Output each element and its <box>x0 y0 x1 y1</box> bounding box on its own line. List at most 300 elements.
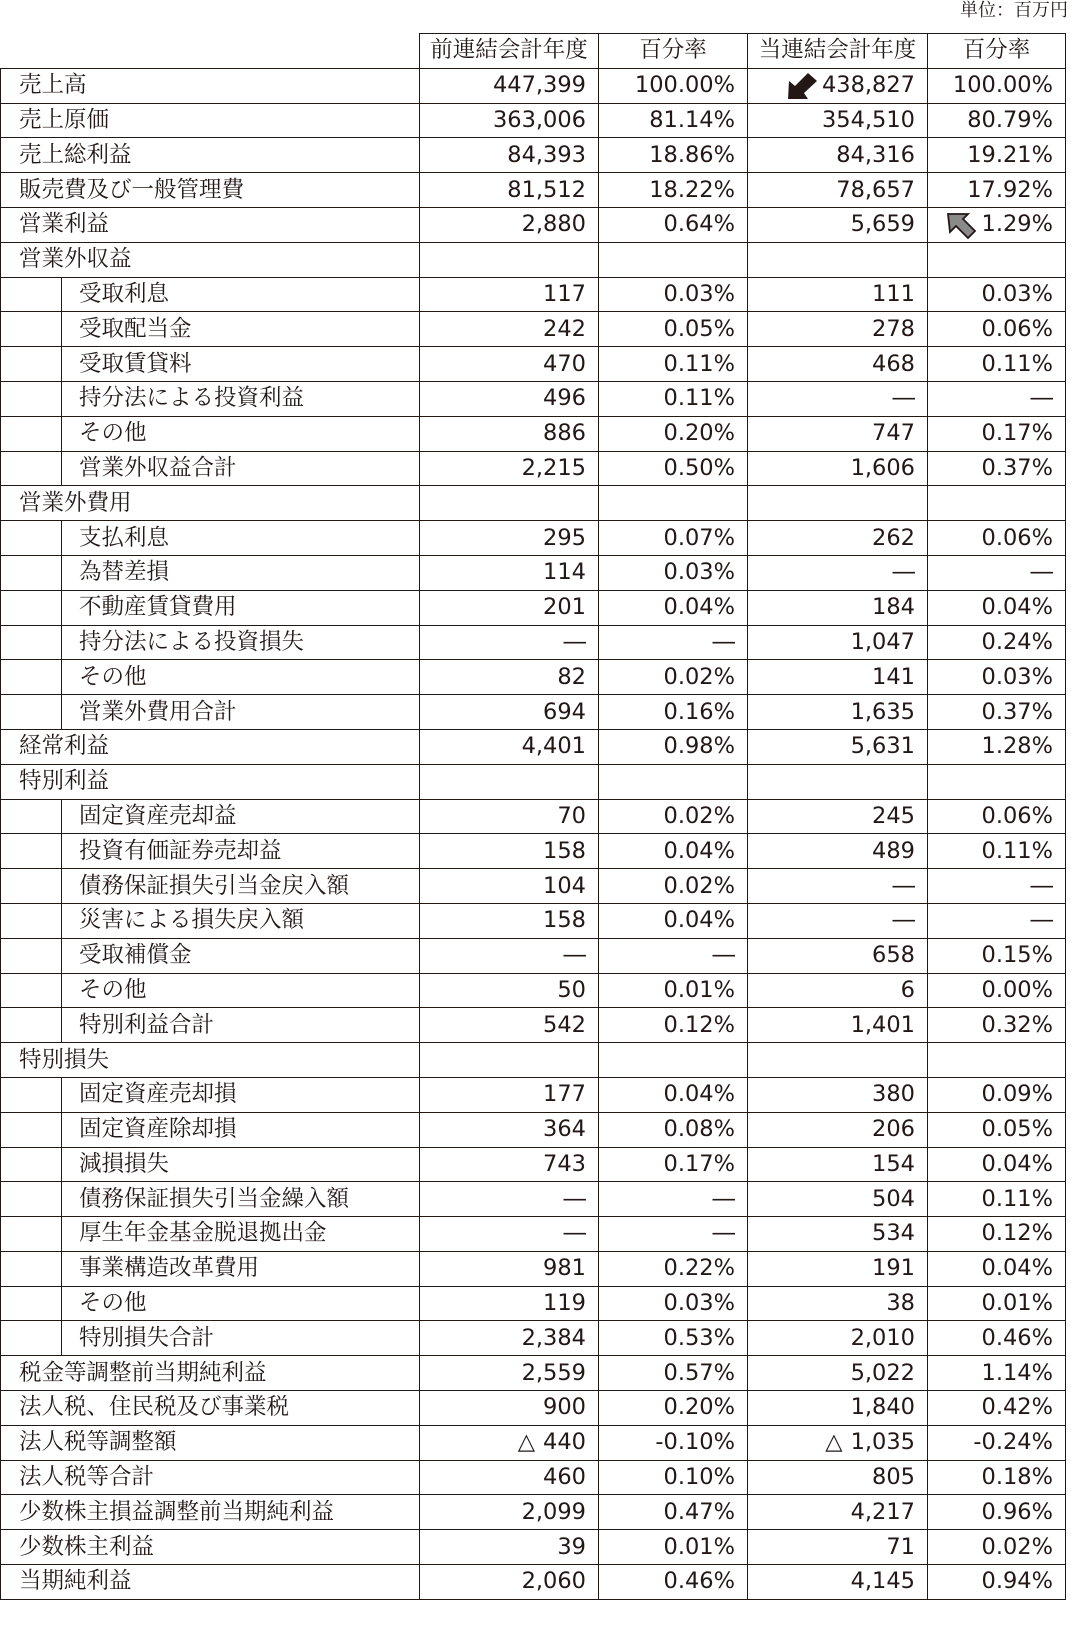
prev-ratio-cell <box>599 277 748 312</box>
table-row <box>1 903 1066 938</box>
table-row <box>1 1321 1066 1356</box>
prev-value: ― <box>563 628 586 655</box>
table-row <box>1 138 1066 173</box>
curr-ratio: 0.06% <box>981 524 1053 551</box>
prev-ratio: -0.10% <box>655 1429 735 1456</box>
table-row <box>1 1182 1066 1217</box>
curr-ratio-cell <box>928 660 1066 695</box>
prev-value: 50 <box>557 976 586 1003</box>
curr-ratio-cell <box>928 834 1066 869</box>
curr-value-cell <box>748 68 928 103</box>
table-row <box>1 869 1066 904</box>
table-row <box>1 1251 1066 1286</box>
curr-value: 1,047 <box>850 628 915 655</box>
prev-value: 2,880 <box>521 211 586 238</box>
prev-ratio: ― <box>712 1185 735 1212</box>
prev-value-cell <box>420 1077 599 1112</box>
curr-ratio-cell <box>928 242 1066 277</box>
curr-value: 245 <box>872 802 915 829</box>
table-row <box>1 1043 1066 1078</box>
prev-value: 81,512 <box>507 176 586 203</box>
curr-value: 1,840 <box>850 1394 915 1421</box>
curr-ratio: 0.42% <box>981 1394 1053 1421</box>
curr-ratio-cell <box>928 1391 1066 1426</box>
income-statement-table <box>0 33 1066 1600</box>
curr-ratio: 1.28% <box>981 733 1053 760</box>
table-row <box>1 207 1066 242</box>
prev-value-cell <box>420 590 599 625</box>
prev-value: 496 <box>543 385 586 412</box>
prev-ratio-cell <box>599 869 748 904</box>
table-row <box>1 1077 1066 1112</box>
curr-value: 154 <box>872 1150 915 1177</box>
row-label: 固定資産売却益 <box>1 799 420 834</box>
curr-ratio-cell <box>928 1251 1066 1286</box>
row-label: 不動産賃貸費用 <box>1 590 420 625</box>
curr-value-cell <box>748 660 928 695</box>
curr-ratio: 100.00% <box>952 72 1053 99</box>
curr-value-cell <box>748 590 928 625</box>
curr-value-cell <box>748 312 928 347</box>
curr-ratio: 0.46% <box>981 1324 1053 1351</box>
curr-value: 278 <box>872 315 915 342</box>
header-curr-ratio: 百分率 <box>928 34 1066 69</box>
prev-ratio: 0.17% <box>663 1150 735 1177</box>
curr-value-cell <box>748 1217 928 1252</box>
prev-ratio-cell <box>599 1182 748 1217</box>
prev-ratio-cell <box>599 1495 748 1530</box>
prev-ratio-cell <box>599 1112 748 1147</box>
prev-ratio: 100.00% <box>634 72 735 99</box>
row-label: 事業構造改革費用 <box>1 1251 420 1286</box>
curr-ratio: 0.03% <box>981 663 1053 690</box>
curr-ratio: 0.01% <box>981 1290 1053 1317</box>
curr-ratio-cell <box>928 1043 1066 1078</box>
table-row <box>1 1217 1066 1252</box>
curr-ratio-cell <box>928 590 1066 625</box>
curr-value-cell <box>748 1043 928 1078</box>
curr-value: 489 <box>872 837 915 864</box>
curr-value-cell <box>748 103 928 138</box>
curr-value: 1,035 <box>850 1429 915 1456</box>
prev-ratio: 0.03% <box>663 1290 735 1317</box>
prev-ratio: 0.16% <box>663 698 735 725</box>
row-label: 持分法による投資利益 <box>1 381 420 416</box>
curr-ratio-cell <box>928 347 1066 382</box>
prev-ratio-cell <box>599 590 748 625</box>
table-row <box>1 764 1066 799</box>
curr-ratio-cell <box>928 869 1066 904</box>
curr-ratio: 0.04% <box>981 1150 1053 1177</box>
row-label: 当期純利益 <box>1 1565 420 1600</box>
row-label: その他 <box>1 973 420 1008</box>
prev-ratio-cell <box>599 138 748 173</box>
prev-value-cell <box>420 625 599 660</box>
prev-ratio-cell <box>599 381 748 416</box>
curr-ratio: 0.11% <box>981 837 1053 864</box>
curr-value: 1,606 <box>850 454 915 481</box>
table-row <box>1 416 1066 451</box>
curr-ratio: 0.02% <box>981 1533 1053 1560</box>
prev-ratio: 0.07% <box>663 524 735 551</box>
curr-ratio-cell <box>928 103 1066 138</box>
prev-ratio-cell <box>599 1251 748 1286</box>
curr-value: 354,510 <box>821 106 915 133</box>
curr-ratio: 0.06% <box>981 802 1053 829</box>
row-label: 特別利益 <box>1 764 420 799</box>
table-row <box>1 1425 1066 1460</box>
prev-ratio-cell <box>599 416 748 451</box>
prev-ratio-cell <box>599 1565 748 1600</box>
curr-value-cell <box>748 138 928 173</box>
curr-value-cell <box>748 903 928 938</box>
curr-ratio-cell <box>928 521 1066 556</box>
prev-ratio-cell <box>599 973 748 1008</box>
curr-ratio-cell <box>928 555 1066 590</box>
curr-ratio-cell <box>928 1217 1066 1252</box>
prev-ratio: ― <box>712 1220 735 1247</box>
prev-value: 177 <box>543 1081 586 1108</box>
curr-ratio-cell <box>928 1112 1066 1147</box>
prev-value: 694 <box>543 698 586 725</box>
prev-value: 447,399 <box>492 72 586 99</box>
prev-value-cell <box>420 695 599 730</box>
curr-value-cell <box>748 1495 928 1530</box>
curr-value-cell <box>748 1008 928 1043</box>
prev-value: 295 <box>543 524 586 551</box>
curr-value-cell <box>748 347 928 382</box>
row-label: 受取利息 <box>1 277 420 312</box>
curr-value-cell <box>748 1286 928 1321</box>
curr-ratio: 0.06% <box>981 315 1053 342</box>
curr-value-cell <box>748 416 928 451</box>
curr-value-cell <box>748 173 928 208</box>
curr-value: 191 <box>872 1255 915 1282</box>
curr-value: 5,022 <box>850 1359 915 1386</box>
prev-ratio: 81.14% <box>649 106 735 133</box>
curr-ratio-cell <box>928 173 1066 208</box>
curr-value: 4,145 <box>850 1568 915 1595</box>
prev-ratio: 0.02% <box>663 872 735 899</box>
row-label: 税金等調整前当期純利益 <box>1 1356 420 1391</box>
curr-ratio-cell <box>928 1495 1066 1530</box>
curr-value-cell <box>748 625 928 660</box>
prev-ratio: 0.46% <box>663 1568 735 1595</box>
header-prev-ratio: 百分率 <box>599 34 748 69</box>
curr-value-cell <box>748 1425 928 1460</box>
prev-value-cell <box>420 381 599 416</box>
prev-value-cell <box>420 103 599 138</box>
row-label: 営業外費用合計 <box>1 695 420 730</box>
prev-value-cell <box>420 555 599 590</box>
curr-value: 5,631 <box>850 733 915 760</box>
prev-value: 117 <box>543 280 586 307</box>
curr-value-cell <box>748 521 928 556</box>
curr-value-cell <box>748 555 928 590</box>
curr-ratio: 0.12% <box>981 1220 1053 1247</box>
curr-ratio: 0.05% <box>981 1116 1053 1143</box>
prev-value-cell <box>420 312 599 347</box>
prev-ratio: 0.47% <box>663 1498 735 1525</box>
prev-ratio-cell <box>599 486 748 521</box>
prev-value: 363,006 <box>492 106 586 133</box>
curr-value: 206 <box>872 1116 915 1143</box>
curr-ratio: 0.17% <box>981 420 1053 447</box>
table-row <box>1 1530 1066 1565</box>
prev-ratio: 0.64% <box>663 211 735 238</box>
curr-value-cell <box>748 451 928 486</box>
curr-ratio-cell <box>928 938 1066 973</box>
prev-ratio: 0.03% <box>663 280 735 307</box>
negative-triangle-mark: △ <box>825 1429 843 1456</box>
row-label: 特別損失 <box>1 1043 420 1078</box>
curr-ratio-cell <box>928 1147 1066 1182</box>
prev-ratio-cell <box>599 1321 748 1356</box>
row-label: 営業外収益合計 <box>1 451 420 486</box>
prev-ratio-cell <box>599 660 748 695</box>
table-row <box>1 68 1066 103</box>
row-label: 債務保証損失引当金戻入額 <box>1 869 420 904</box>
prev-ratio: 0.01% <box>663 976 735 1003</box>
prev-ratio-cell <box>599 729 748 764</box>
curr-value-cell <box>748 764 928 799</box>
prev-ratio-cell <box>599 347 748 382</box>
prev-value: 158 <box>543 907 586 934</box>
curr-ratio: 0.32% <box>981 1011 1053 1038</box>
prev-ratio-cell <box>599 938 748 973</box>
prev-value-cell <box>420 1043 599 1078</box>
negative-triangle-mark: △ <box>517 1429 536 1456</box>
curr-value: 141 <box>872 663 915 690</box>
prev-ratio: 0.04% <box>663 907 735 934</box>
row-label: 法人税等合計 <box>1 1460 420 1495</box>
prev-value-cell <box>420 1495 599 1530</box>
prev-ratio: 0.53% <box>663 1324 735 1351</box>
prev-ratio: 0.20% <box>663 1394 735 1421</box>
curr-value: 1,401 <box>850 1011 915 1038</box>
prev-ratio-cell <box>599 1217 748 1252</box>
curr-ratio: ― <box>1030 907 1053 934</box>
curr-value: 184 <box>872 594 915 621</box>
curr-value: ― <box>892 559 915 586</box>
table-row <box>1 1495 1066 1530</box>
prev-value-cell <box>420 938 599 973</box>
curr-value: 658 <box>872 942 915 969</box>
curr-value: ― <box>892 872 915 899</box>
prev-value-cell <box>420 173 599 208</box>
prev-value-cell <box>420 1217 599 1252</box>
prev-ratio: 0.04% <box>663 1081 735 1108</box>
row-label: 売上原価 <box>1 103 420 138</box>
row-label: 営業利益 <box>1 207 420 242</box>
arrow-down-left-icon <box>786 72 820 100</box>
curr-ratio: 1.14% <box>981 1359 1053 1386</box>
curr-ratio-cell <box>928 903 1066 938</box>
curr-value-cell <box>748 381 928 416</box>
prev-value-cell <box>420 347 599 382</box>
prev-ratio-cell <box>599 1008 748 1043</box>
prev-ratio-cell <box>599 1286 748 1321</box>
curr-value-cell <box>748 938 928 973</box>
prev-value-cell <box>420 277 599 312</box>
row-label: 受取賃貸料 <box>1 347 420 382</box>
prev-ratio-cell <box>599 764 748 799</box>
row-label: 減損損失 <box>1 1147 420 1182</box>
row-label: 少数株主損益調整前当期純利益 <box>1 1495 420 1530</box>
curr-ratio-cell <box>928 973 1066 1008</box>
row-label: 支払利息 <box>1 521 420 556</box>
curr-ratio: 0.03% <box>981 280 1053 307</box>
prev-value: 84,393 <box>507 141 586 168</box>
prev-ratio-cell <box>599 555 748 590</box>
curr-value: 2,010 <box>850 1324 915 1351</box>
curr-ratio-cell <box>928 1182 1066 1217</box>
curr-value-cell <box>748 486 928 521</box>
curr-ratio: 0.00% <box>981 976 1053 1003</box>
header-row <box>1 34 1066 69</box>
prev-ratio: 0.98% <box>663 733 735 760</box>
prev-value-cell <box>420 1356 599 1391</box>
curr-ratio: 0.18% <box>981 1464 1053 1491</box>
curr-ratio: 0.94% <box>981 1568 1053 1595</box>
prev-value-cell <box>420 729 599 764</box>
curr-value-cell <box>748 1251 928 1286</box>
curr-value-cell <box>748 729 928 764</box>
table-row <box>1 1008 1066 1043</box>
prev-ratio-cell <box>599 173 748 208</box>
prev-ratio-cell <box>599 1147 748 1182</box>
curr-value: 747 <box>872 420 915 447</box>
table-row <box>1 973 1066 1008</box>
prev-value: ― <box>563 942 586 969</box>
curr-ratio-cell <box>928 1356 1066 1391</box>
curr-value-cell <box>748 1182 928 1217</box>
row-label: その他 <box>1 1286 420 1321</box>
table-row <box>1 451 1066 486</box>
curr-value: 262 <box>872 524 915 551</box>
curr-value: ― <box>892 907 915 934</box>
curr-ratio-cell <box>928 729 1066 764</box>
arrow-up-left-icon <box>944 211 978 239</box>
table-row <box>1 799 1066 834</box>
prev-value-cell <box>420 660 599 695</box>
table-row <box>1 277 1066 312</box>
prev-value: 39 <box>557 1533 586 1560</box>
curr-value: ― <box>892 385 915 412</box>
row-label: 固定資産除却損 <box>1 1112 420 1147</box>
prev-ratio-cell <box>599 1530 748 1565</box>
curr-value-cell <box>748 1321 928 1356</box>
row-label: 法人税、住民税及び事業税 <box>1 1391 420 1426</box>
prev-value: 2,384 <box>521 1324 586 1351</box>
curr-ratio: -0.24% <box>973 1429 1053 1456</box>
curr-ratio-cell <box>928 277 1066 312</box>
row-label: 売上総利益 <box>1 138 420 173</box>
curr-ratio: 0.09% <box>981 1081 1053 1108</box>
prev-value-cell <box>420 1460 599 1495</box>
prev-value-cell <box>420 869 599 904</box>
curr-value-cell <box>748 973 928 1008</box>
table-row <box>1 1356 1066 1391</box>
curr-ratio: 0.24% <box>981 628 1053 655</box>
row-label: 営業外収益 <box>1 242 420 277</box>
curr-ratio-cell <box>928 1425 1066 1460</box>
prev-value: 2,559 <box>521 1359 586 1386</box>
prev-ratio-cell <box>599 103 748 138</box>
prev-value-cell <box>420 1251 599 1286</box>
prev-ratio-cell <box>599 834 748 869</box>
prev-value-cell <box>420 451 599 486</box>
curr-value-cell <box>748 1112 928 1147</box>
curr-value-cell <box>748 695 928 730</box>
prev-ratio: 0.11% <box>663 385 735 412</box>
prev-ratio-cell <box>599 1356 748 1391</box>
prev-ratio-cell <box>599 207 748 242</box>
prev-ratio: ― <box>712 942 735 969</box>
prev-value: 2,215 <box>521 454 586 481</box>
row-label: 投資有価証券売却益 <box>1 834 420 869</box>
prev-value: 981 <box>543 1255 586 1282</box>
table-row <box>1 660 1066 695</box>
prev-ratio-cell <box>599 521 748 556</box>
curr-ratio: 80.79% <box>967 106 1053 133</box>
prev-value: 542 <box>543 1011 586 1038</box>
row-label: 経常利益 <box>1 729 420 764</box>
prev-ratio-cell <box>599 68 748 103</box>
prev-value: 242 <box>543 315 586 342</box>
table-row <box>1 1565 1066 1600</box>
prev-value-cell <box>420 68 599 103</box>
prev-ratio-cell <box>599 903 748 938</box>
curr-value: 805 <box>872 1464 915 1491</box>
prev-ratio: 0.50% <box>663 454 735 481</box>
prev-ratio: 0.04% <box>663 837 735 864</box>
table-row <box>1 625 1066 660</box>
prev-value-cell <box>420 521 599 556</box>
header-prev-year: 前連結会計年度 <box>420 34 599 69</box>
row-label: 売上高 <box>1 68 420 103</box>
curr-value-cell <box>748 1147 928 1182</box>
prev-ratio: 0.03% <box>663 559 735 586</box>
prev-value: 114 <box>543 559 586 586</box>
prev-ratio-cell <box>599 1391 748 1426</box>
prev-value-cell <box>420 1147 599 1182</box>
curr-ratio: 17.92% <box>967 176 1053 203</box>
table-row <box>1 1112 1066 1147</box>
prev-value: 119 <box>543 1290 586 1317</box>
prev-ratio: 0.02% <box>663 802 735 829</box>
prev-ratio-cell <box>599 695 748 730</box>
prev-value: 2,099 <box>521 1498 586 1525</box>
prev-value: 364 <box>543 1116 586 1143</box>
prev-value-cell <box>420 1425 599 1460</box>
prev-value: 440 <box>543 1429 586 1456</box>
curr-ratio: 1.29% <box>981 211 1053 238</box>
prev-ratio: 0.20% <box>663 420 735 447</box>
prev-ratio-cell <box>599 1043 748 1078</box>
prev-value-cell <box>420 1286 599 1321</box>
curr-value: 438,827 <box>821 72 915 99</box>
curr-value: 1,635 <box>850 698 915 725</box>
curr-ratio-cell <box>928 416 1066 451</box>
table-row <box>1 555 1066 590</box>
prev-value: 201 <box>543 594 586 621</box>
curr-value-cell <box>748 869 928 904</box>
curr-ratio-cell <box>928 138 1066 173</box>
prev-value: ― <box>563 1220 586 1247</box>
curr-ratio-cell <box>928 1077 1066 1112</box>
prev-ratio-cell <box>599 799 748 834</box>
